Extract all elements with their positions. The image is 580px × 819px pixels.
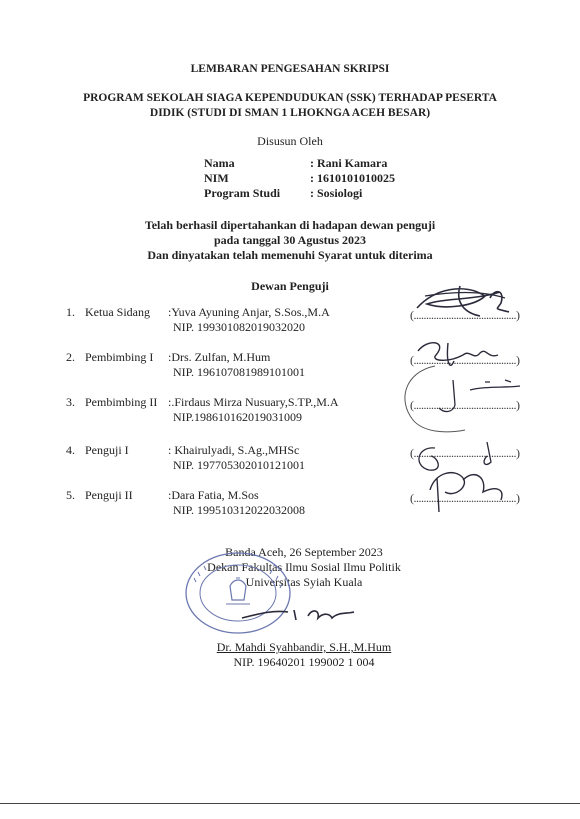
prepared-by-label: Disusun Oleh — [257, 134, 323, 148]
defense-statement-line-2: pada tanggal 30 Agustus 2023 — [213, 233, 367, 247]
approval-position: Dekan Fakultas Ilmu Sosial Ilmu Politik — [207, 560, 401, 574]
signature-line: (.........................................) — [410, 491, 520, 505]
signature-4-image — [405, 428, 515, 518]
examiner-role: Penguji I — [85, 443, 129, 457]
author-program-row — [204, 186, 362, 201]
signature-line: (.........................................) — [410, 308, 520, 322]
examiner-name: : Khairulyadi, S.Ag.,MHSc — [168, 443, 300, 457]
examiner-role: Ketua Sidang — [85, 305, 150, 319]
author-program-label: Program Studi — [204, 186, 281, 200]
examiner-nip: NIP. 199510312022032008 — [173, 503, 306, 517]
examiner-number: 2. — [66, 350, 75, 364]
approval-university: Universitas Syiah Kuala — [245, 575, 363, 589]
dean-name: Dr. Mahdi Syahbandir, S.H.,M.Hum — [216, 640, 392, 654]
author-name-row — [204, 156, 387, 171]
dean-nip: NIP. 19640201 199002 1 004 — [233, 655, 375, 669]
thesis-title-line-1: PROGRAM SEKOLAH SIAGA KEPENDUDUKAN (SSK) TERHADAP PESERTA — [83, 92, 497, 104]
document-title: LEMBARAN PENGESAHAN SKRIPSI — [190, 63, 390, 75]
author-nim-value: : 1610101010025 — [310, 171, 395, 185]
signature-line: (.........................................) — [410, 353, 520, 367]
signature-1-image — [405, 278, 525, 328]
page-bottom-border — [0, 803, 580, 804]
examiner-nip: NIP. 197705302010121001 — [173, 458, 306, 472]
author-nim-row — [204, 171, 395, 186]
examiner-name: :Yuva Ayuning Anjar, S.Sos.,M.A — [168, 305, 330, 319]
examiner-nip: NIP. 199301082019032020 — [173, 320, 306, 334]
examiner-role: Penguji II — [85, 488, 133, 502]
examiner-name: :Dara Fatia, M.Sos — [168, 488, 259, 502]
examiner-role: Pembimbing II — [85, 395, 158, 409]
approval-place-date: Banda Aceh, 26 September 2023 — [225, 545, 383, 559]
author-name-value: : Rani Kamara — [310, 156, 388, 170]
signature-line: (.........................................) — [410, 398, 520, 412]
examiner-number: 1. — [66, 305, 75, 319]
examiner-number: 4. — [66, 443, 75, 457]
board-heading: Dewan Penguji — [251, 279, 329, 293]
defense-statement-line-1: Telah berhasil dipertahankan di hadapan dewan penguji — [144, 218, 436, 232]
thesis-title-line-2: DIDIK (STUDI DI SMAN 1 LHOKNGA ACEH BESAR) — [149, 107, 431, 119]
signature-line: (.........................................) — [410, 446, 520, 460]
author-program-value: : Sosiologi — [310, 186, 363, 200]
examiner-nip: NIP.198610162019031009 — [173, 410, 303, 424]
examiner-nip: NIP. 196107081989101001 — [173, 365, 306, 379]
examiner-name: :Drs. Zulfan, M.Hum — [168, 350, 271, 364]
author-nim-label: NIM — [204, 171, 229, 185]
examiner-role: Pembimbing I — [85, 350, 154, 364]
dean-signature-image — [238, 600, 358, 630]
examiner-number: 3. — [66, 395, 75, 409]
author-name-label: Nama — [204, 156, 235, 170]
examiner-name: :.Firdaus Mirza Nusuary,S.TP.,M.A — [168, 395, 339, 409]
examiner-number: 5. — [66, 488, 75, 502]
defense-statement-line-3: Dan dinyatakan telah memenuhi Syarat untuk diterima — [147, 248, 433, 262]
